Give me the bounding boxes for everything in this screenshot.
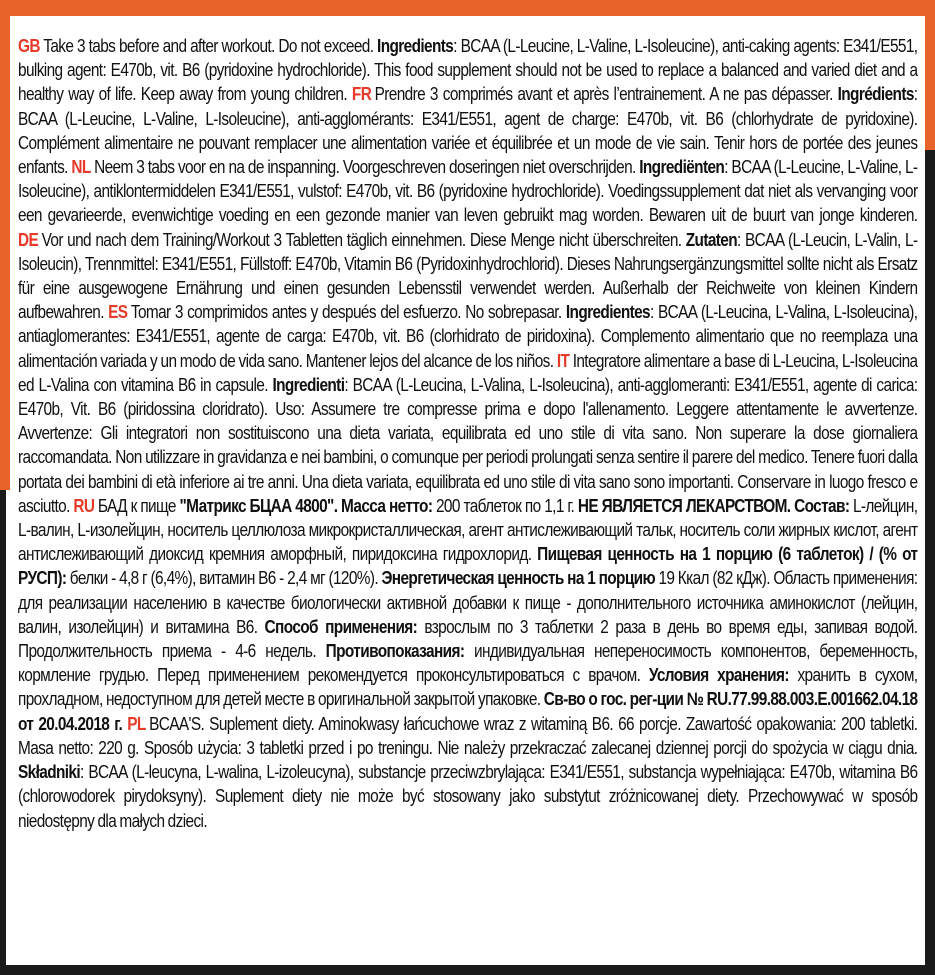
language-code-gb: GB bbox=[18, 36, 40, 56]
section-body-text: Prendre 3 comprimés avant et après l’entrainement. A ne pas dépasser. bbox=[374, 84, 838, 105]
section-body-text: БАД к пище bbox=[97, 495, 180, 516]
section-body-text: L-лейцин, L-валин, L-изолейцин, носитель целлюлоза микрокристаллическая, агент антислеживающий тальк, носитель соли жирных кислот, агент антислеживающий диоксид кремния аморфный, пиридоксина гидрохлорид. bbox=[18, 495, 918, 565]
section-body-text: Take 3 tabs before and after workout. Do not exceed. bbox=[43, 36, 378, 56]
section-body-text: хранить в сухом, прохладном, недоступном для детей месте в оригинальной закрытой упаковке. bbox=[18, 665, 918, 710]
section-body-text: взрослым по 3 таблетки 2 раза в день во время еды, запивая водой. Продолжительность приема - 4-6 недель. bbox=[18, 616, 918, 662]
language-code-de: DE bbox=[18, 229, 39, 250]
section-body-text: Integratore alimentare a base di L-Leucina, L-Isoleucina ed L-Valina con vitamina B6 in capsule. bbox=[18, 350, 918, 395]
section-heading-text: Энергетическая ценность на 1 порцию bbox=[381, 568, 656, 589]
language-code-ru: RU bbox=[73, 495, 95, 516]
orange-accent-left bbox=[0, 0, 10, 490]
label-text-area bbox=[18, 34, 918, 964]
multilingual-label-text bbox=[18, 34, 917, 833]
section-heading-text: Противопоказания: bbox=[325, 641, 465, 662]
section-body-text: : BCAA (L-leucyna, L-walina, L-izoleucyna), substancje przeciwzbrylająca: E341/E551, substancja wypełniająca: E470b, witamina B6 (chlorowodorek pirydoksyny). Suplement diety nie może być stosowany jako substytut zróżnicowanej diety. Przechowywać w sposób niedostępny dla małych dzieci. bbox=[18, 762, 918, 831]
language-code-nl: NL bbox=[71, 157, 91, 178]
section-body-text: : BCAA (L-Leucin, L-Valin, L-Isoleucin), Trennmittel: E341/E551, Füllstoff: E470b, Vitamin B6 (Pyridoxinhydrochlorid). Dieses Nahrungsergänzungsmittel sollte nicht als Ersatz für eine ausgewogene Ernährung und einen gesunden Lebensstil verwendet werden. Außerhalb der Reichweite von kleinen Kindern aufbewahren. bbox=[18, 229, 918, 323]
section-heading-text: Zutaten bbox=[685, 229, 738, 250]
section-heading-text: Składniki bbox=[18, 762, 81, 783]
section-body-text: : BCAA (L-Leucine, L-Valine, L-Isoleucine), anti-agglomérants: E341/E551, agent de charge: E470b, vit. B6 (chlorhydrate de pyridoxine). Complément alimentaire ne pouvant remplacer une alimentation variée et équilibrée et un mode de vie sain. Tenir hors de portée des jeunes enfants. bbox=[18, 84, 918, 178]
section-body-text: белки - 4,8 г (6,4%), витамин B6 - 2,4 мг (120%). bbox=[66, 568, 382, 589]
section-heading-text: НЕ ЯВЛЯЕТСЯ ЛЕКАРСТВОМ. Состав: bbox=[577, 495, 850, 516]
section-body-text: : BCAA (L-Leucine, L-Valine, L-Isoleucine), antiklontermiddelen E341/E551, vulstof: E470b, vit. B6 (pyridoxine hydrochloride). Voedingssupplement dat niet als vervanging voor een gevarieerde, evenwichtige voeding en een gezonde manier van leven gebruikt mag worden. Bewaren uit de buurt van jonge kinderen. bbox=[18, 157, 918, 226]
section-body-text: BCAA'S. Suplement diety. Aminokwasy łańcuchowe wraz z witaminą B6. 66 porcje. Zawartość opakowania: 200 tabletki. Masa netto: 220 g. Sposób użycia: 3 tabletki przed i po treningu. Nie należy przekraczać zalecanej dziennej porcji do spożycia w ciągu dnia. bbox=[18, 713, 918, 758]
section-heading-text: "Матрикс БЦАА 4800". Масса нетто: bbox=[179, 495, 433, 516]
section-heading-text: Условия хранения: bbox=[648, 665, 789, 686]
section-heading-text: Способ применения: bbox=[264, 616, 418, 637]
orange-accent-right bbox=[925, 0, 935, 150]
section-body-text: 200 таблеток по 1,1 г. bbox=[432, 495, 578, 516]
section-body-text: индивидуальная непереносимость компонентов, беременность, кормление грудью. Перед применением рекомендуется проконсультироваться с врачом. bbox=[18, 641, 918, 686]
section-heading-text: Ingrediënten bbox=[639, 157, 725, 178]
section-heading-text: Ingredients bbox=[377, 36, 454, 56]
section-body-text: 19 Ккал (82 кДж). Область применения: для реализации населению в качестве биологически активной добавки к пище - дополнительного источника аминокислот (лейцин, валин, изолейцин) и витамина B6. bbox=[18, 568, 918, 637]
section-heading-text: Ingredientes bbox=[565, 302, 651, 323]
section-body-text: Tomar 3 comprimidos antes y después del esfuerzo. No sobrepasar. bbox=[130, 302, 566, 323]
language-code-pl: PL bbox=[127, 713, 146, 734]
section-body-text: Vor und nach dem Training/Workout 3 Tabletten täglich einnehmen. Diese Menge nicht überschreiten. bbox=[41, 229, 686, 250]
section-body-text: Neem 3 tabs voor en na de inspanning. Voorgeschreven doseringen niet overschrijden. bbox=[94, 157, 640, 178]
section-heading-text: Ingredienti bbox=[272, 374, 345, 395]
section-heading-text: Св-во о гос. рег-ции № RU.77.99.88.003.E.001662.04.18 от 20.04.2018 г. bbox=[18, 689, 918, 734]
language-code-fr: FR bbox=[351, 84, 372, 105]
language-code-it: IT bbox=[556, 350, 570, 371]
language-code-es: ES bbox=[108, 302, 128, 323]
section-heading-text: Пищевая ценность на 1 порцию (6 таблеток) / (% от РУСП): bbox=[18, 544, 918, 589]
section-body-text: : BCAA (L-Leucine, L-Valine, L-Isoleucine), anti-caking agents: E341/E551, bulking agent: E470b, vit. B6 (pyridoxine hydrochloride). This food supplement should not be used to replace a balanced and varied diet and a healthy way of life. Keep away from young children. bbox=[18, 36, 918, 105]
section-body-text: : BCAA (L-Leucina, L-Valina, L-Isoleucina), anti-agglomeranti: E341/E551, agente di carica: E470b, Vit. B6 (piridossina cloridrato). Uso: Assumere tre compresse prima e dopo l'allenamento. Leggere attentamente le avvertenze. Avvertenze: Gli integratori non sostituiscono una dieta variata, equilibrata ed uno stile di vita sano. Non superare la dose giornaliera raccomandata. Non utilizzare in gravidanza e nei bambini, o comunque per periodi prolungati senza sentire il parere del medico. Tenere fuori dalla portata dei bambini di età inferiore ai tre anni. Una dieta variata, equilibrata ed uno stile di vita sano sono importanti. Conservare in luogo fresco e asciutto. bbox=[18, 374, 918, 516]
section-body-text: : BCAA (L-Leucina, L-Valina, L-Isoleucina), antiaglomerantes: E341/E551, agente de carga: E470b, vit. B6 (clorhidrato de piridoxina). Complemento alimentario que no reemplaza una alimentación variada y un modo de vida sano. Mantener lejos del alcance de los niños. bbox=[18, 302, 918, 371]
section-heading-text: Ingrédients bbox=[837, 84, 914, 105]
